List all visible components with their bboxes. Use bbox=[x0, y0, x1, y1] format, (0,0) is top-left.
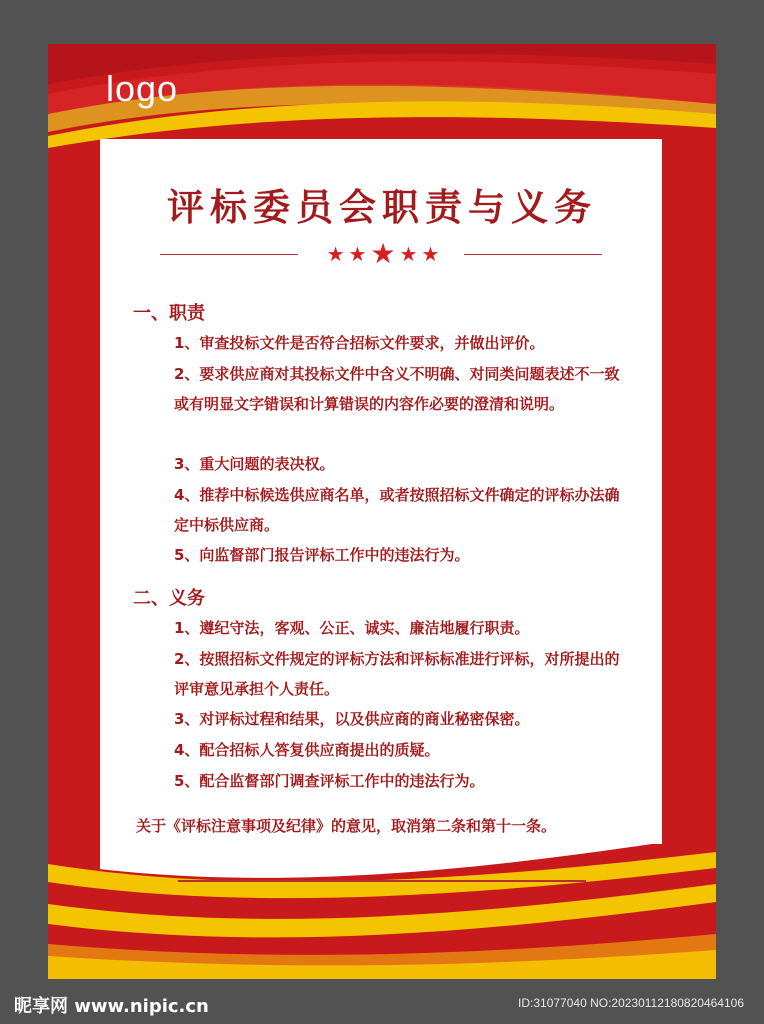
logo: logo bbox=[106, 68, 179, 109]
star-icon: ★ bbox=[421, 242, 440, 266]
title-divider-left bbox=[160, 254, 298, 255]
section-heading-obligations: 二、义务 bbox=[133, 588, 205, 609]
obligation-item: 2、按照招标文件规定的评标方法和评标标准进行评标，对所提出的评审意见承担个人责任。 bbox=[174, 650, 620, 698]
page-title: 评标委员会职责与义务 bbox=[167, 186, 597, 229]
watermark-id: ID:31077040 NO:20230112180820464106 bbox=[518, 996, 744, 1010]
duty-item: 3、重大问题的表决权。 bbox=[174, 455, 335, 473]
star-ornament bbox=[310, 237, 456, 270]
duty-item: 1、审查投标文件是否符合招标文件要求，并做出评价。 bbox=[174, 334, 545, 352]
obligation-item: 4、配合招标人答复供应商提出的质疑。 bbox=[174, 741, 440, 759]
bottom-wave-decoration bbox=[48, 844, 716, 979]
obligation-item: 5、配合监督部门调查评标工作中的违法行为。 bbox=[174, 772, 485, 790]
footnote: 关于《评标注意事项及纪律》的意见，取消第二条和第十一条。 bbox=[136, 817, 557, 835]
star-icon: ★ bbox=[370, 237, 396, 270]
poster bbox=[48, 44, 716, 979]
title-divider-right bbox=[464, 254, 602, 255]
obligation-item: 1、遵纪守法，客观、公正、诚实、廉洁地履行职责。 bbox=[174, 619, 530, 637]
star-icon: ★ bbox=[399, 242, 418, 266]
star-icon: ★ bbox=[326, 242, 345, 266]
section-heading-duties: 一、职责 bbox=[133, 303, 205, 324]
star-icon: ★ bbox=[348, 242, 367, 266]
duty-item: 4、推荐中标候选供应商名单，或者按照招标文件确定的评标办法确定中标供应商。 bbox=[174, 486, 620, 534]
watermark-site: 昵享网 www.nipic.cn bbox=[14, 996, 209, 1017]
footer-divider bbox=[178, 880, 586, 882]
obligation-item: 3、对评标过程和结果，以及供应商的商业秘密保密。 bbox=[174, 710, 530, 728]
duty-item: 2、要求供应商对其投标文件中含义不明确、对同类问题表述不一致或有明显文字错误和计算错误的内容作必要的澄清和说明。 bbox=[174, 365, 620, 413]
duty-item: 5、向监督部门报告评标工作中的违法行为。 bbox=[174, 546, 470, 564]
